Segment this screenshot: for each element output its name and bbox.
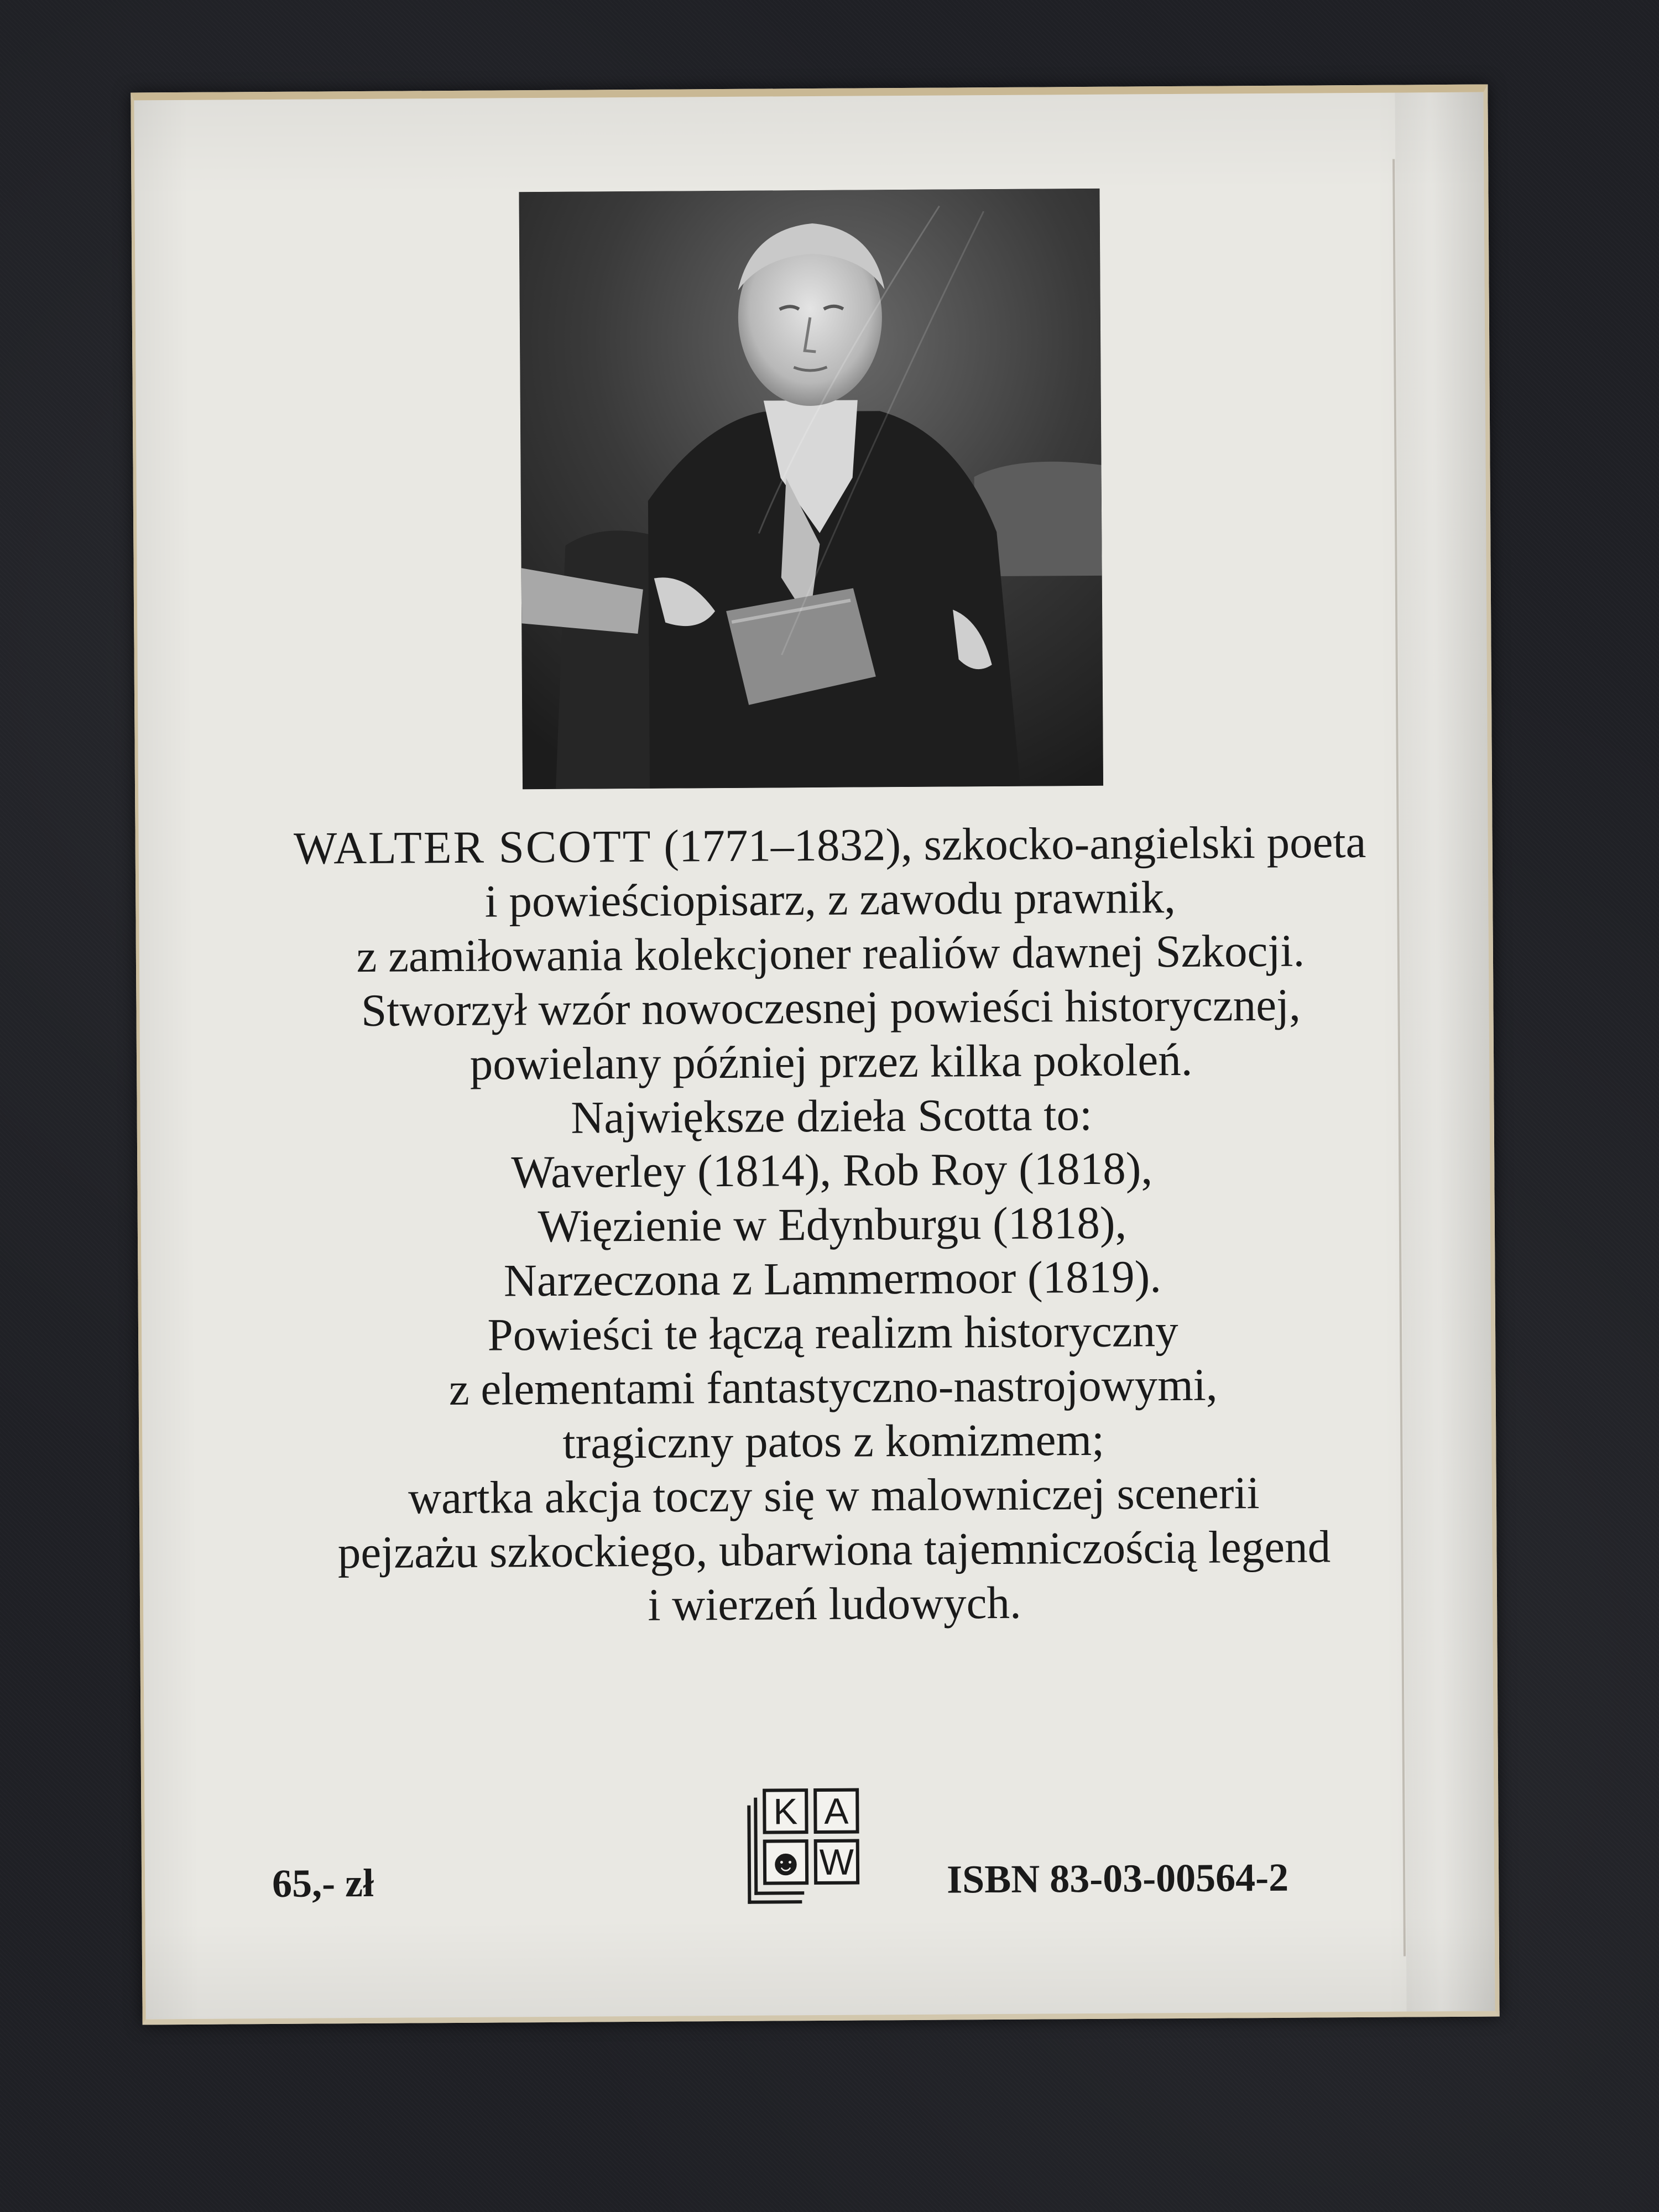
author-portrait <box>519 189 1103 789</box>
description-line: Waverley (1814), Rob Roy (1818), <box>511 1142 1153 1198</box>
description-line: pejzażu szkockiego, ubarwiona tajemniczością legend <box>337 1521 1331 1578</box>
author-description <box>221 814 1443 1634</box>
description-line: i powieściopisarz, z zawodu prawnik, <box>484 872 1176 927</box>
description-line: i wierzeń ludowych. <box>648 1577 1021 1630</box>
description-line: tragiczny patos z komizmem; <box>562 1413 1105 1468</box>
description-line: Narzeczona z Lammermoor (1819). <box>503 1251 1162 1306</box>
logo-globe-icon: ☻ <box>763 1839 808 1885</box>
description-line: powielany później przez kilka pokoleń. <box>469 1034 1193 1089</box>
book-back-cover <box>131 85 1499 2025</box>
isbn-label: ISBN 83-03-00564-2 <box>946 1855 1289 1902</box>
description-line: wartka akcja toczy się w malowniczej scenerii <box>408 1467 1260 1524</box>
description-line: Największe dzieła Scotta to: <box>571 1088 1093 1143</box>
description-line: z elementami fantastyczno-nastrojowymi, <box>448 1359 1218 1415</box>
description-line: Powieści te łączą realizm historyczny <box>487 1305 1178 1360</box>
description-line: z zamiłowania kolekcjoner realiów dawnej Szkocji. <box>356 925 1305 982</box>
description-line: Więzienie w Edynburgu (1818), <box>538 1197 1127 1252</box>
logo-letter-k: K <box>763 1788 808 1834</box>
author-name: WALTER SCOTT <box>293 820 653 874</box>
price-label: 65,- zł <box>272 1860 374 1906</box>
author-intro: (1771–1832), szkocko-angielski poeta <box>652 816 1366 872</box>
logo-letter-a: A <box>813 1788 859 1834</box>
description-line <box>221 814 1438 875</box>
description-line: Stworzył wzór nowoczesnej powieści historycznej, <box>361 979 1301 1036</box>
logo-letter-w: W <box>814 1839 859 1885</box>
portrait-drawing <box>519 189 1103 789</box>
publisher-logo <box>747 1788 864 1905</box>
